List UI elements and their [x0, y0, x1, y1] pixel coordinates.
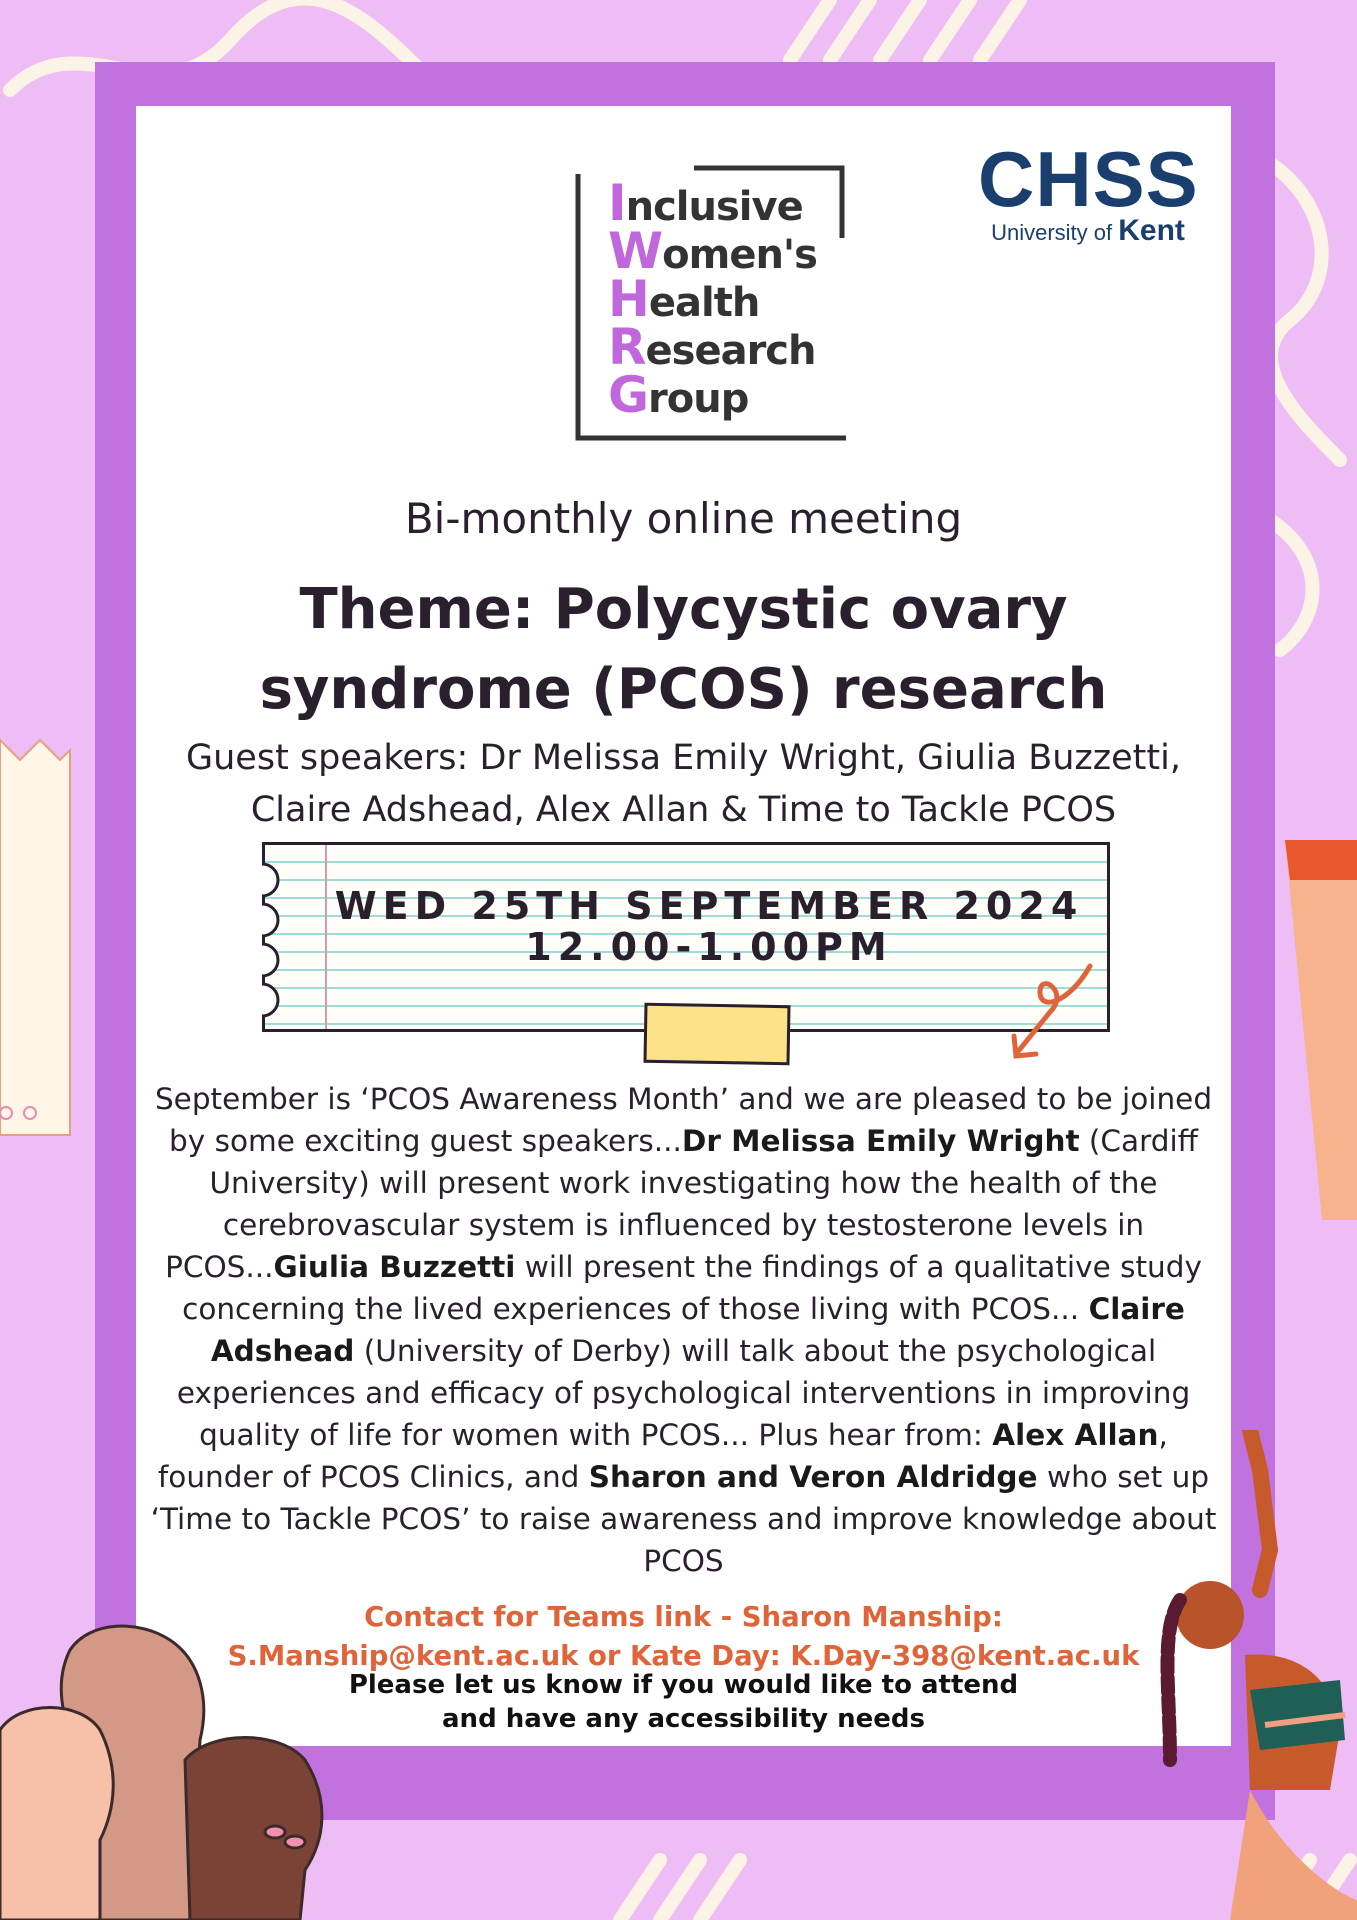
logo-line-research: Research: [608, 318, 816, 376]
contact-line-1: Contact for Teams link - Sharon Manship:: [364, 1601, 1003, 1633]
event-date: WED 25TH SEPTEMBER 2024: [334, 884, 1084, 928]
speaker-name: Giulia Buzzetti: [273, 1250, 516, 1284]
raised-fists-illustration: [0, 1580, 350, 1920]
speaker-name: Dr Melissa Emily Wright: [681, 1124, 1080, 1158]
guest-speakers-line-2: Claire Adshead, Alex Allan & Time to Tackle PCOS: [250, 790, 1117, 830]
ticket-text: [329, 885, 1089, 967]
meeting-subtitle: Bi-monthly online meeting: [404, 494, 963, 543]
chss-logo: [978, 135, 1199, 248]
event-title-line-1: Theme: Polycystic ovary: [299, 577, 1068, 642]
description-text: September is ‘PCOS Awareness Month’ and we are pleased to be joined by some exciting guest speakers...: [154, 1082, 1213, 1158]
event-title-line-2: syndrome (PCOS) research: [259, 657, 1108, 722]
logo-line-health: Health: [608, 270, 760, 328]
description-text: (University of Derby) will talk about the psychological experiences and efficacy of psychological interventions in improving quality of life for women with PCOS... Plus hear from:: [176, 1334, 1191, 1452]
description-text: , founder of PCOS Clinics, and: [157, 1418, 1168, 1494]
description-text: who set up ‘Time to Tackle PCOS’ to raise awareness and improve knowledge about PCOS: [150, 1460, 1217, 1578]
description-text: will present the findings of a qualitative study concerning the lived experiences of those living with PCOS...: [182, 1250, 1202, 1326]
ticket-holes-icon: [262, 842, 292, 1026]
description-text: (Cardiff University) will present work investigating how the health of the cerebrovascular system is influenced by testosterone levels in PCOS...: [165, 1124, 1198, 1284]
tape-strip: [643, 1003, 790, 1066]
speaker-name: Sharon and Veron Aldridge: [588, 1460, 1038, 1494]
university-label: University of Kent: [991, 214, 1185, 247]
logo-line-inclusive: Inclusive: [608, 174, 803, 232]
dancing-woman-illustration: [1150, 1430, 1357, 1920]
iwhrg-logo: [574, 164, 846, 442]
event-description: [136, 1078, 1231, 1582]
chss-acronym: CHSS: [978, 135, 1199, 223]
guest-speakers-line-1: Guest speakers: Dr Melissa Emily Wright, Giulia Buzzetti,: [186, 738, 1181, 778]
logo-line-womens: Women's: [608, 222, 817, 280]
contact-emails[interactable]: S.Manship@kent.ac.uk or Kate Day: K.Day-398@kent.ac.uk: [227, 1640, 1140, 1672]
speaker-name: Claire Adshead: [210, 1292, 1185, 1368]
attendance-note-line-2: and have any accessibility needs: [442, 1704, 925, 1734]
guest-speakers: [136, 732, 1231, 836]
event-title: [136, 570, 1231, 730]
event-time: 12.00-1.00PM: [525, 925, 893, 969]
speaker-name: Alex Allan: [992, 1418, 1159, 1452]
curly-arrow-icon: [1010, 962, 1100, 1062]
ticket-margin-line: [325, 845, 327, 1029]
attendance-note-line-1: Please let us know if you would like to attend: [348, 1670, 1019, 1700]
logo-line-group: Group: [608, 366, 749, 424]
